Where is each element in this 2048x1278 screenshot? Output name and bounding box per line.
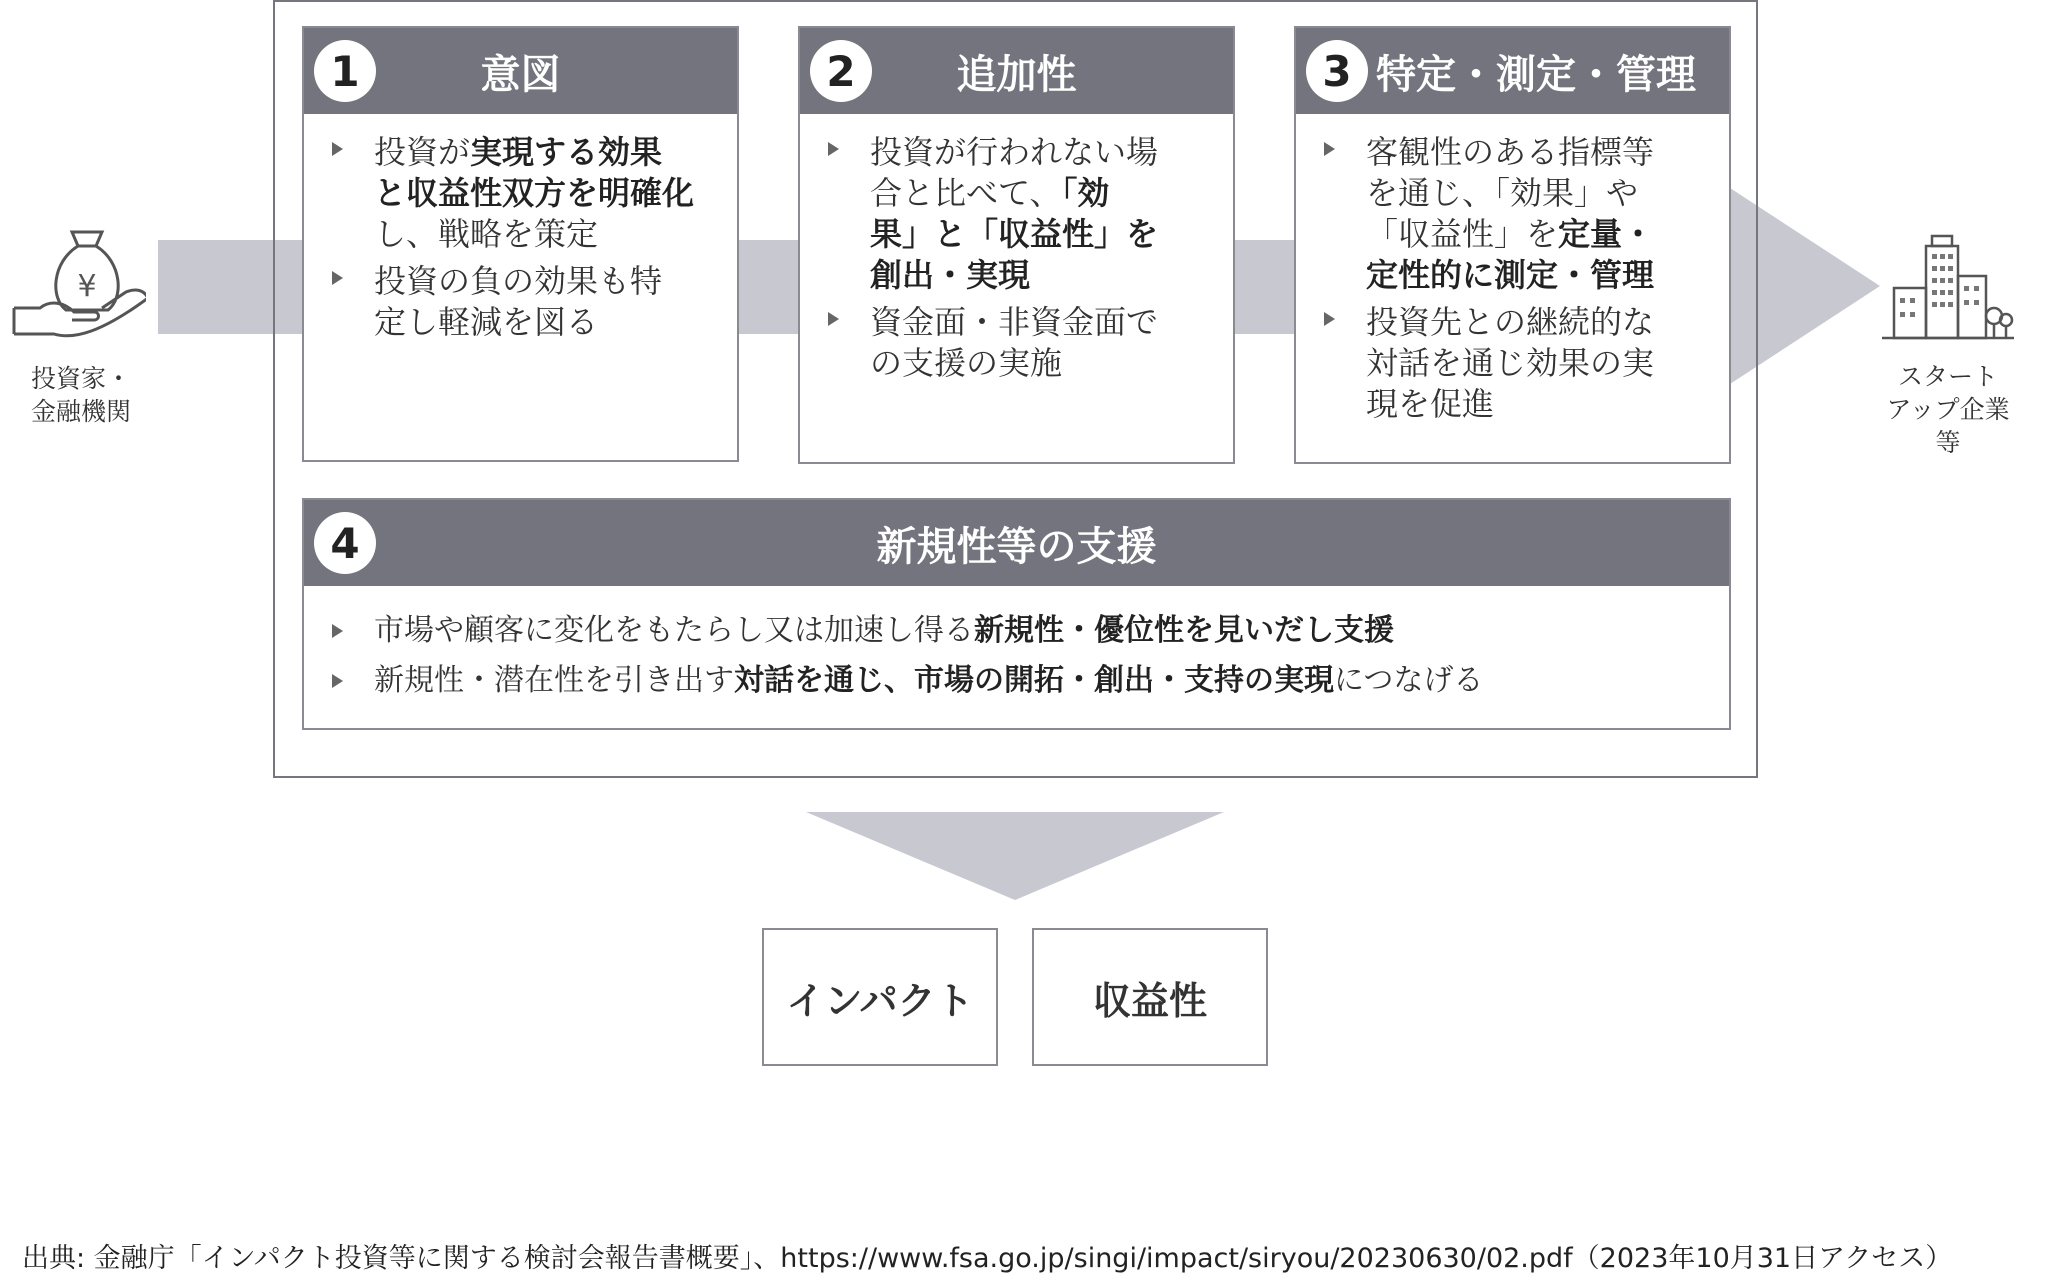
card-additionality-b1-line4: 創出・実現 <box>870 256 1031 294</box>
list-item <box>828 302 1217 384</box>
card-measurement-header <box>1296 28 1729 114</box>
startup-label-line1: スタート <box>1897 362 1998 391</box>
list-item <box>1324 302 1713 425</box>
card-measurement-b1-line4: 定性的に測定・管理 <box>1366 256 1655 294</box>
card-additionality-title: 追加性 <box>956 51 1077 98</box>
number-badge-1: 1 <box>314 40 376 102</box>
card-intent-b2-line1: 投資の負の効果も特 <box>374 262 663 300</box>
number-badge-4: 4 <box>314 512 376 574</box>
number-badge-2: 2 <box>810 40 872 102</box>
card-measurement-bullets <box>1324 132 1713 425</box>
card-measurement <box>1294 26 1731 464</box>
bullet-triangle-icon <box>1324 142 1335 156</box>
bullet-triangle-icon <box>828 312 839 326</box>
card-additionality-b1-line1: 投資が行われない場 <box>870 133 1159 171</box>
list-item <box>828 132 1217 296</box>
card-intent-b1-line3: し、戦略を策定 <box>374 215 599 253</box>
list-item <box>332 261 721 343</box>
bullet-triangle-icon <box>332 142 343 156</box>
card-intent-b1-line2: と収益性双方を明確化 <box>374 174 695 212</box>
bullet-triangle-icon <box>828 142 839 156</box>
card-measurement-b1-line1: 客観性のある指標等 <box>1366 133 1655 171</box>
card-additionality-b1-line2: 合と比べて、「効 <box>870 174 1110 212</box>
card-novelty-support <box>302 498 1731 730</box>
money-bag-hand-icon <box>10 228 146 346</box>
bullet-triangle-icon <box>332 624 343 638</box>
down-arrow <box>806 812 1226 902</box>
profitability-box: 収益性 <box>1032 928 1268 1066</box>
card-additionality-b1-line3: 果」と「収益性」を <box>870 215 1159 253</box>
card-intent-b2-line2: 定し軽減を図る <box>374 303 599 341</box>
card-novelty-title: 新規性等の支援 <box>876 523 1157 570</box>
bullet-triangle-icon <box>332 674 343 688</box>
bullet-triangle-icon <box>332 271 343 285</box>
investor-label-line1: 投資家・ <box>30 364 131 393</box>
card-measurement-b2-line2: 対話を通じ効果の実 <box>1366 344 1655 382</box>
bullet-triangle-icon <box>1324 312 1335 326</box>
card-additionality-bullets <box>828 132 1217 384</box>
card-intent-bullets <box>332 132 721 343</box>
card-novelty-header <box>304 500 1729 586</box>
svg-text:¥: ¥ <box>77 269 97 304</box>
card-intent-title: 意図 <box>480 51 561 98</box>
card-measurement-b1-line3: 「収益性」を定量・ <box>1366 215 1655 253</box>
investor-label <box>8 362 154 428</box>
card-measurement-title: 特定・測定・管理 <box>1376 51 1696 98</box>
source-citation: 出典: 金融庁「インパクト投資等に関する検討会報告書概要」、https://www.fsa.go.jp/singi/impact/siryou/20230630/02.pdf（2023年10月31日アクセス） <box>22 1243 1953 1274</box>
card-intent <box>302 26 739 462</box>
startup-label-line3: 等 <box>1935 428 1961 457</box>
card-additionality-b2-line1: 資金面・非資金面で <box>870 303 1159 341</box>
buildings-icon <box>1880 232 2016 342</box>
list-item <box>332 132 721 255</box>
card-measurement-b2-line1: 投資先との継続的な <box>1366 303 1655 341</box>
list-item: 新規性・潜在性を引き出す対話を通じ、市場の開拓・創出・支持の実現につなげる <box>332 656 1713 706</box>
list-item <box>1324 132 1713 296</box>
card-additionality <box>798 26 1235 464</box>
startup-label-line2: アップ企業 <box>1886 395 2010 424</box>
investor-label-line2: 金融機関 <box>30 397 131 426</box>
startup-label <box>1868 360 2028 459</box>
impact-box: インパクト <box>762 928 998 1066</box>
list-item: 市場や顧客に変化をもたらし又は加速し得る新規性・優位性を見いだし支援 <box>332 606 1713 656</box>
number-badge-3: 3 <box>1306 40 1368 102</box>
card-additionality-header <box>800 28 1233 114</box>
card-novelty-bullets <box>332 606 1713 706</box>
card-additionality-b2-line2: の支援の実施 <box>870 344 1063 382</box>
card-intent-header <box>304 28 737 114</box>
card-measurement-b2-line3: 現を促進 <box>1366 385 1495 423</box>
card-measurement-b1-line2: を通じ、「効果」や <box>1366 174 1639 212</box>
card-intent-b1-line1: 投資が実現する効果 <box>374 133 663 171</box>
